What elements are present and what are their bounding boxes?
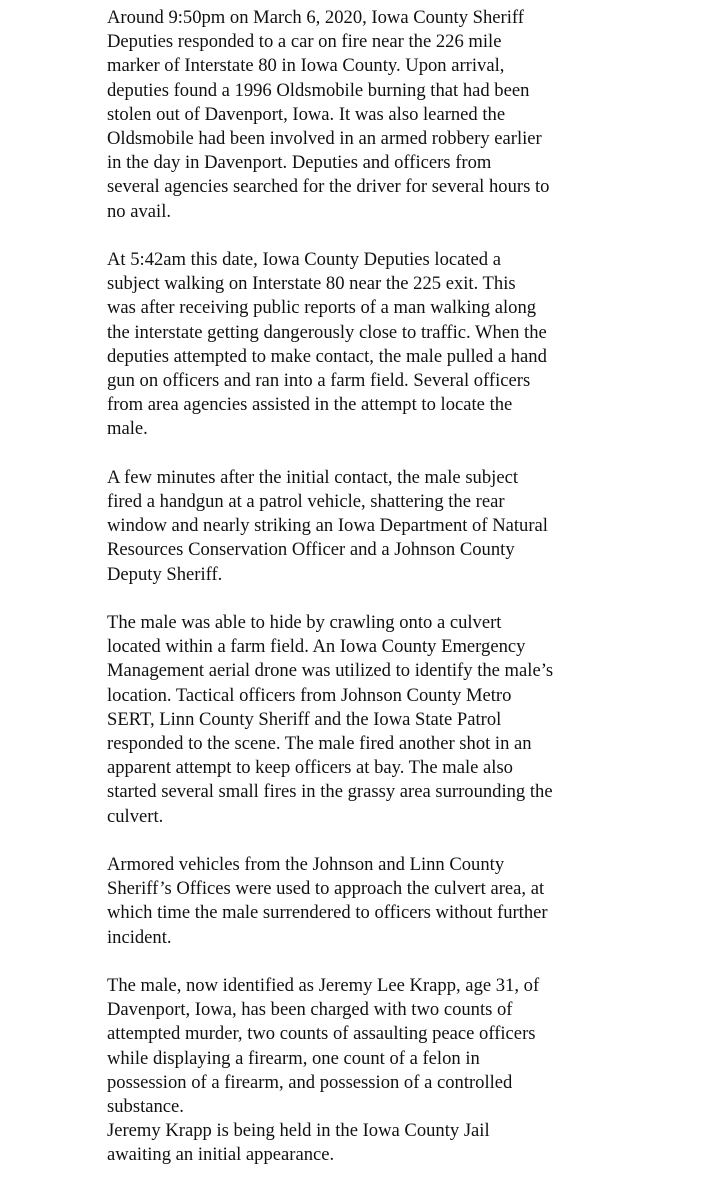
text-line: fired a handgun at a patrol vehicle, shattering the rear	[107, 491, 505, 513]
text-line: Davenport, Iowa, has been charged with two counts of	[107, 999, 513, 1021]
text-line: Oldsmobile had been involved in an armed robbery earlier	[107, 128, 542, 150]
text-line: Sheriff’s Offices were used to approach the culvert area, at	[107, 878, 545, 900]
text-line: started several small fires in the grassy area surrounding the	[107, 781, 553, 803]
text-line: responded to the scene. The male fired another shot in an	[107, 733, 532, 755]
text-line: A few minutes after the initial contact, the male subject	[107, 466, 518, 488]
text-line: SERT, Linn County Sheriff and the Iowa State Patrol	[107, 708, 502, 730]
text-line: the interstate getting dangerously close to traffic. When the	[107, 321, 547, 343]
text-line: stolen out of Davenport, Iowa. It was also learned the	[107, 103, 506, 125]
text-line: The male was able to hide by crawling onto a culvert	[107, 612, 502, 634]
text-line: window and nearly striking an Iowa Department of Natural	[107, 515, 548, 537]
text-line: substance.	[107, 1096, 184, 1118]
text-line: from area agencies assisted in the attempt to locate the	[107, 394, 513, 416]
text-line: awaiting an initial appearance.	[107, 1144, 335, 1166]
text-line: deputies attempted to make contact, the male pulled a hand	[107, 345, 547, 367]
paragraph-charges	[107, 974, 687, 1119]
text-line: marker of Interstate 80 in Iowa County. Upon arrival,	[107, 55, 505, 77]
paragraph-car-fire	[107, 6, 687, 224]
text-line: attempted murder, two counts of assaulting peace officers	[107, 1023, 536, 1045]
text-line: which time the male surrendered to officers without further	[107, 902, 548, 924]
text-line: possession of a firearm, and possession of a controlled	[107, 1071, 513, 1093]
text-line: Armored vehicles from the Johnson and Linn County	[107, 854, 505, 876]
text-line: culvert.	[107, 805, 164, 827]
paragraph-jail-status	[107, 1119, 687, 1167]
text-line: Around 9:50pm on March 6, 2020, Iowa County Sheriff	[107, 7, 524, 28]
text-line: Deputy Sheriff.	[107, 563, 223, 585]
text-line: location. Tactical officers from Johnson County Metro	[107, 684, 512, 706]
paragraph-shots-fired	[107, 466, 687, 587]
text-line: Deputies responded to a car on fire near the 226 mile	[107, 31, 502, 53]
press-release-document	[107, 6, 687, 1168]
text-line: incident.	[107, 926, 172, 948]
paragraph-surrender	[107, 853, 687, 950]
text-line: gun on officers and ran into a farm field. Several officers	[107, 370, 531, 392]
text-line: no avail.	[107, 200, 172, 222]
text-line: Management aerial drone was utilized to identify the male’s	[107, 660, 554, 682]
text-line: deputies found a 1996 Oldsmobile burning that had been	[107, 79, 530, 101]
text-line: apparent attempt to keep officers at bay. The male also	[107, 757, 513, 779]
text-line: in the day in Davenport. Deputies and officers from	[107, 152, 492, 174]
text-line: was after receiving public reports of a man walking along	[107, 297, 537, 319]
text-line: several agencies searched for the driver for several hours to	[107, 176, 550, 198]
text-line: At 5:42am this date, Iowa County Deputies located a	[107, 249, 501, 271]
text-line: male.	[107, 418, 148, 440]
paragraph-subject-located	[107, 248, 687, 442]
text-line: subject walking on Interstate 80 near the 225 exit. This	[107, 273, 516, 295]
text-line: located within a farm field. An Iowa County Emergency	[107, 636, 526, 658]
text-line: Jeremy Krapp is being held in the Iowa County Jail	[107, 1120, 490, 1142]
text-line: Resources Conservation Officer and a Johnson County	[107, 539, 515, 561]
text-line: while displaying a firearm, one count of a felon in	[107, 1047, 480, 1069]
text-line: The male, now identified as Jeremy Lee Krapp, age 31, of	[107, 975, 540, 997]
paragraph-culvert-standoff	[107, 611, 687, 829]
